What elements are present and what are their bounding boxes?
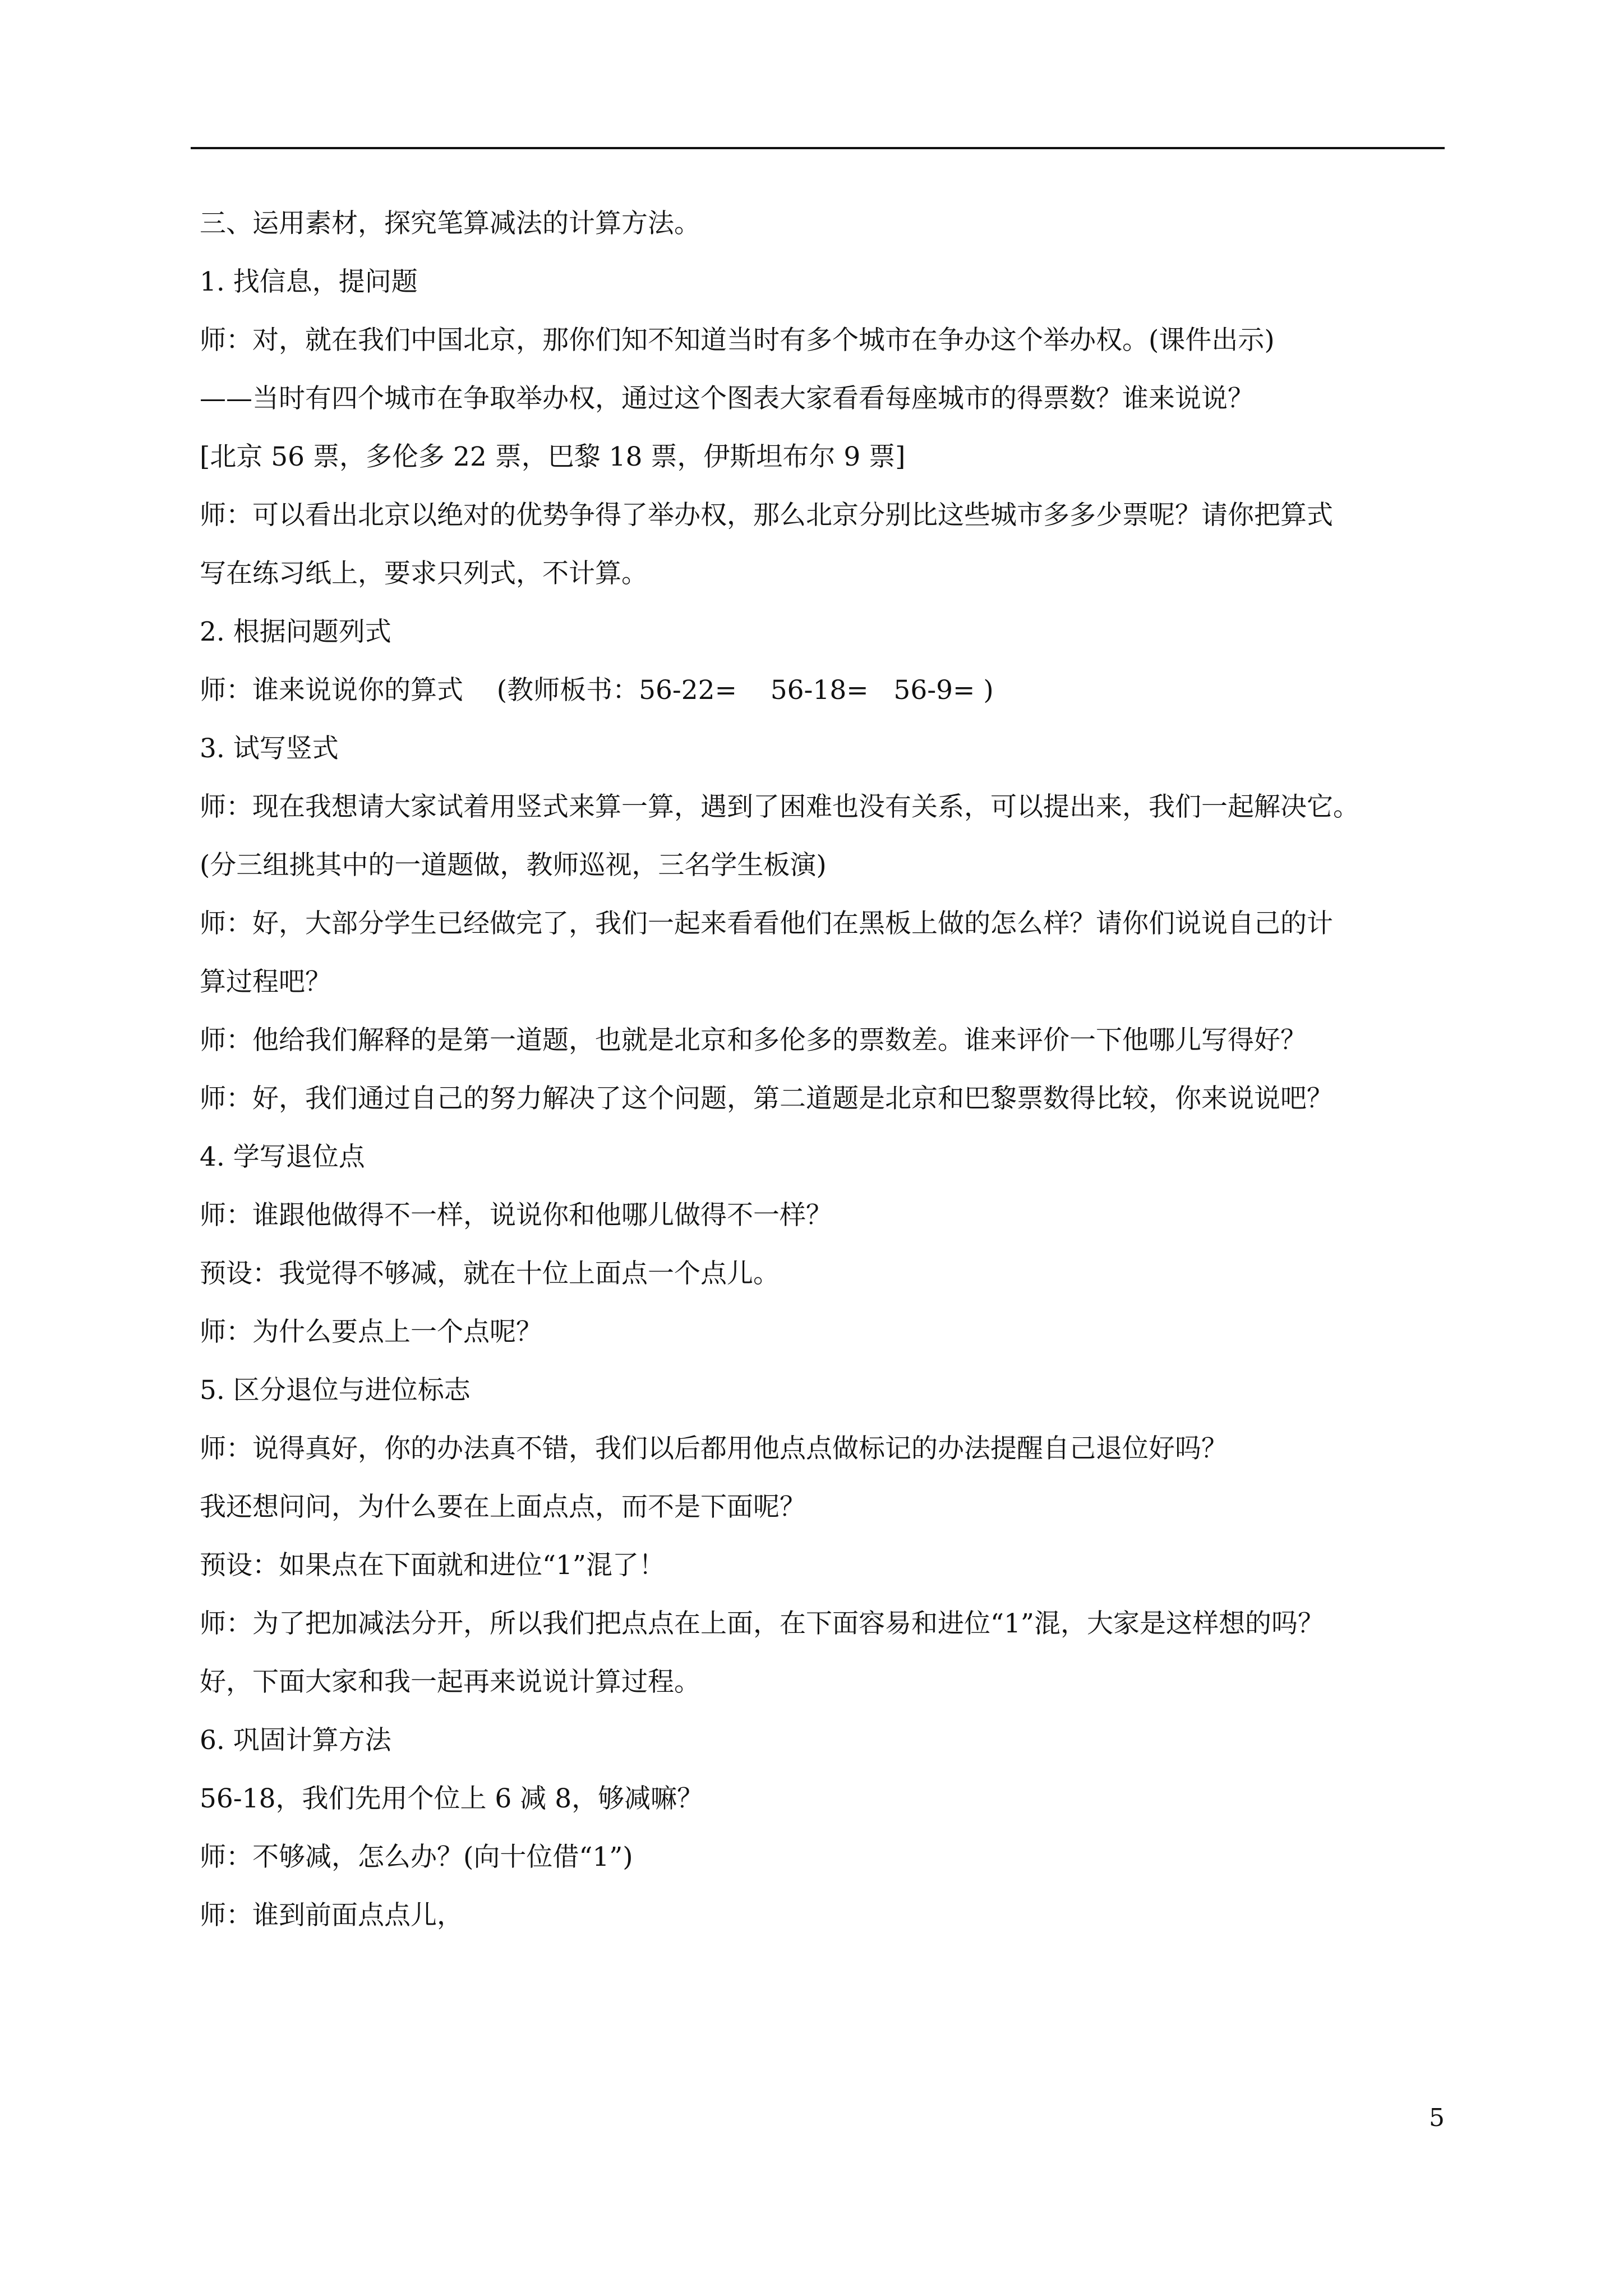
paragraph-line: 师：谁到前面点点儿， xyxy=(200,1900,463,1931)
step-heading: 5. 区分退位与进位标志 xyxy=(200,1375,471,1406)
paragraph-line: 师：好，大部分学生已经做完了，我们一起来看看他们在黑板上做的怎么样？请你们说说自己的计 xyxy=(200,908,1333,939)
paragraph-line: 好，下面大家和我一起再来说说计算过程。 xyxy=(200,1667,700,1697)
paragraph-line: 预设：我觉得不够减，就在十位上面点一个点儿。 xyxy=(200,1258,780,1289)
paragraph-line: 师：为什么要点上一个点呢？ xyxy=(200,1317,542,1347)
paragraph-line: 师：可以看出北京以绝对的优势争得了举办权，那么北京分别比这些城市多多少票呢？请你把算式 xyxy=(200,500,1333,531)
paragraph-line: 师：好，我们通过自己的努力解决了这个问题，第二道题是北京和巴黎票数得比较，你来说说吧？ xyxy=(200,1083,1333,1114)
paragraph-line: 算过程吧？ xyxy=(200,967,331,997)
paragraph-line: 我还想问问，为什么要在上面点点，而不是下面呢？ xyxy=(200,1492,806,1522)
paragraph-line: (分三组挑其中的一道题做，教师巡视，三名学生板演) xyxy=(200,850,827,881)
step-heading: 1. 找信息，提问题 xyxy=(200,266,418,297)
section-heading: 三、运用素材，探究笔算减法的计算方法。 xyxy=(200,208,700,239)
step-heading: 6. 巩固计算方法 xyxy=(200,1725,391,1756)
step-heading: 4. 学写退位点 xyxy=(200,1142,365,1172)
paragraph-line: 写在练习纸上，要求只列式，不计算。 xyxy=(200,558,648,589)
paragraph-line: 师：为了把加减法分开，所以我们把点点在上面，在下面容易和进位“1”混，大家是这样想的吗？ xyxy=(200,1608,1324,1639)
paragraph-line: 56-18，我们先用个位上 6 减 8，够减嘛？ xyxy=(200,1783,704,1814)
step-heading: 2. 根据问题列式 xyxy=(200,616,391,647)
paragraph-line: ——当时有四个城市在争取举办权，通过这个图表大家看看每座城市的得票数？谁来说说？ xyxy=(200,383,1254,414)
paragraph-line: 师：谁来说说你的算式 (教师板书：56-22= 56-18= 56-9= ) xyxy=(200,675,994,706)
paragraph-line: [北京 56 票，多伦多 22 票，巴黎 18 票，伊斯坦布尔 9 票] xyxy=(200,441,906,472)
paragraph-line: 师：谁跟他做得不一样，说说你和他哪儿做得不一样？ xyxy=(200,1200,832,1231)
paragraph-line: 师：对，就在我们中国北京，那你们知不知道当时有多个城市在争办这个举办权。(课件出示) xyxy=(200,325,1275,356)
step-heading: 3. 试写竖式 xyxy=(200,733,339,764)
document-body xyxy=(200,206,1450,1933)
page-number: 5 xyxy=(1429,2104,1445,2132)
paragraph-line: 师：不够减，怎么办？(向十位借“1”) xyxy=(200,1842,633,1872)
paragraph-line: 预设：如果点在下面就和进位“1”混了！ xyxy=(200,1550,665,1581)
paragraph-line: 师：说得真好，你的办法真不错，我们以后都用他点点做标记的办法提醒自己退位好吗？ xyxy=(200,1433,1228,1464)
paragraph-line: 师：他给我们解释的是第一道题，也就是北京和多伦多的票数差。谁来评价一下他哪儿写得好？ xyxy=(200,1025,1307,1056)
header-rule xyxy=(191,147,1445,149)
paragraph-line: 师：现在我想请大家试着用竖式来算一算，遇到了困难也没有关系，可以提出来，我们一起解决它。 xyxy=(200,792,1359,822)
